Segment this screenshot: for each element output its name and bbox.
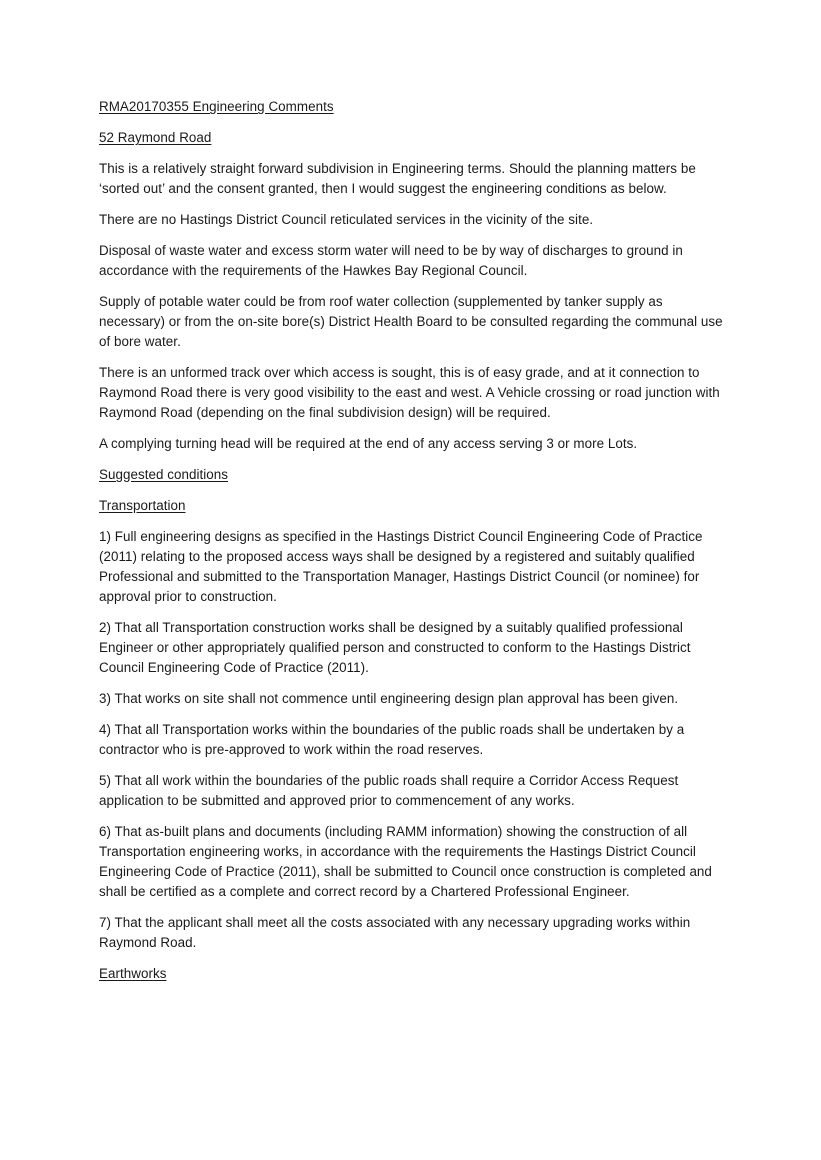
services-paragraph: There are no Hastings District Council reticulated services in the vicinity of the site.: [99, 212, 594, 227]
document-reference-heading: RMA20170355 Engineering Comments: [99, 99, 334, 114]
water-supply-paragraph: Supply of potable water could be from roof water collection (supplemented by tanker supply as necessary) or from the on-site bore(s) District Health Board to be consulted regarding the communal use of bore water.: [99, 294, 723, 349]
condition-item: 2) That all Transportation construction works shall be designed by a suitably qualified professional Engineer or other appropriately qualified person and constructed to conform to the Hastings District Council Engineering Code of Practice (2011).: [99, 620, 691, 675]
condition-item: 4) That all Transportation works within the boundaries of the public roads shall be undertaken by a contractor who is pre-approved to work within the road reserves.: [99, 722, 685, 757]
condition-item: 3) That works on site shall not commence until engineering design plan approval has been given.: [99, 691, 679, 706]
disposal-paragraph: Disposal of waste water and excess storm water will need to be by way of discharges to ground in accordance with the requirements of the Hawkes Bay Regional Council.: [99, 243, 683, 278]
address-heading: 52 Raymond Road: [99, 130, 212, 145]
condition-item: 7) That the applicant shall meet all the costs associated with any necessary upgrading works within Raymond Road.: [99, 915, 691, 950]
transportation-heading: Transportation: [99, 498, 186, 513]
document-page: [99, 97, 727, 995]
earthworks-heading: Earthworks: [99, 966, 167, 981]
condition-item: 1) Full engineering designs as specified in the Hastings District Council Engineering Code of Practice (2011) relating to the proposed access ways shall be designed by a registered and suitably qualified Professional and submitted to the Transportation Manager, Hastings District Council (or nominee) for approval prior to construction.: [99, 529, 703, 604]
condition-item: 6) That as-built plans and documents (including RAMM information) showing the construction of all Transportation engineering works, in accordance with the requirements the Hastings District Council Engineering Code of Practice (2011), shall be submitted to Council once construction is completed and shall be certified as a complete and correct record by a Chartered Professional Engineer.: [99, 824, 712, 899]
suggested-conditions-heading: Suggested conditions: [99, 467, 229, 482]
intro-paragraph: This is a relatively straight forward subdivision in Engineering terms. Should the planning matters be ‘sorted out’ and the consent granted, then I would suggest the engineering conditions as below.: [99, 161, 696, 196]
access-paragraph: There is an unformed track over which access is sought, this is of easy grade, and at it connection to Raymond Road there is very good visibility to the east and west. A Vehicle crossing or road junction with Raymond Road (depending on the final subdivision design) will be required.: [99, 365, 720, 420]
condition-item: 5) That all work within the boundaries of the public roads shall require a Corridor Access Request application to be submitted and approved prior to commencement of any works.: [99, 773, 679, 808]
turning-head-paragraph: A complying turning head will be required at the end of any access serving 3 or more Lots.: [99, 436, 638, 451]
